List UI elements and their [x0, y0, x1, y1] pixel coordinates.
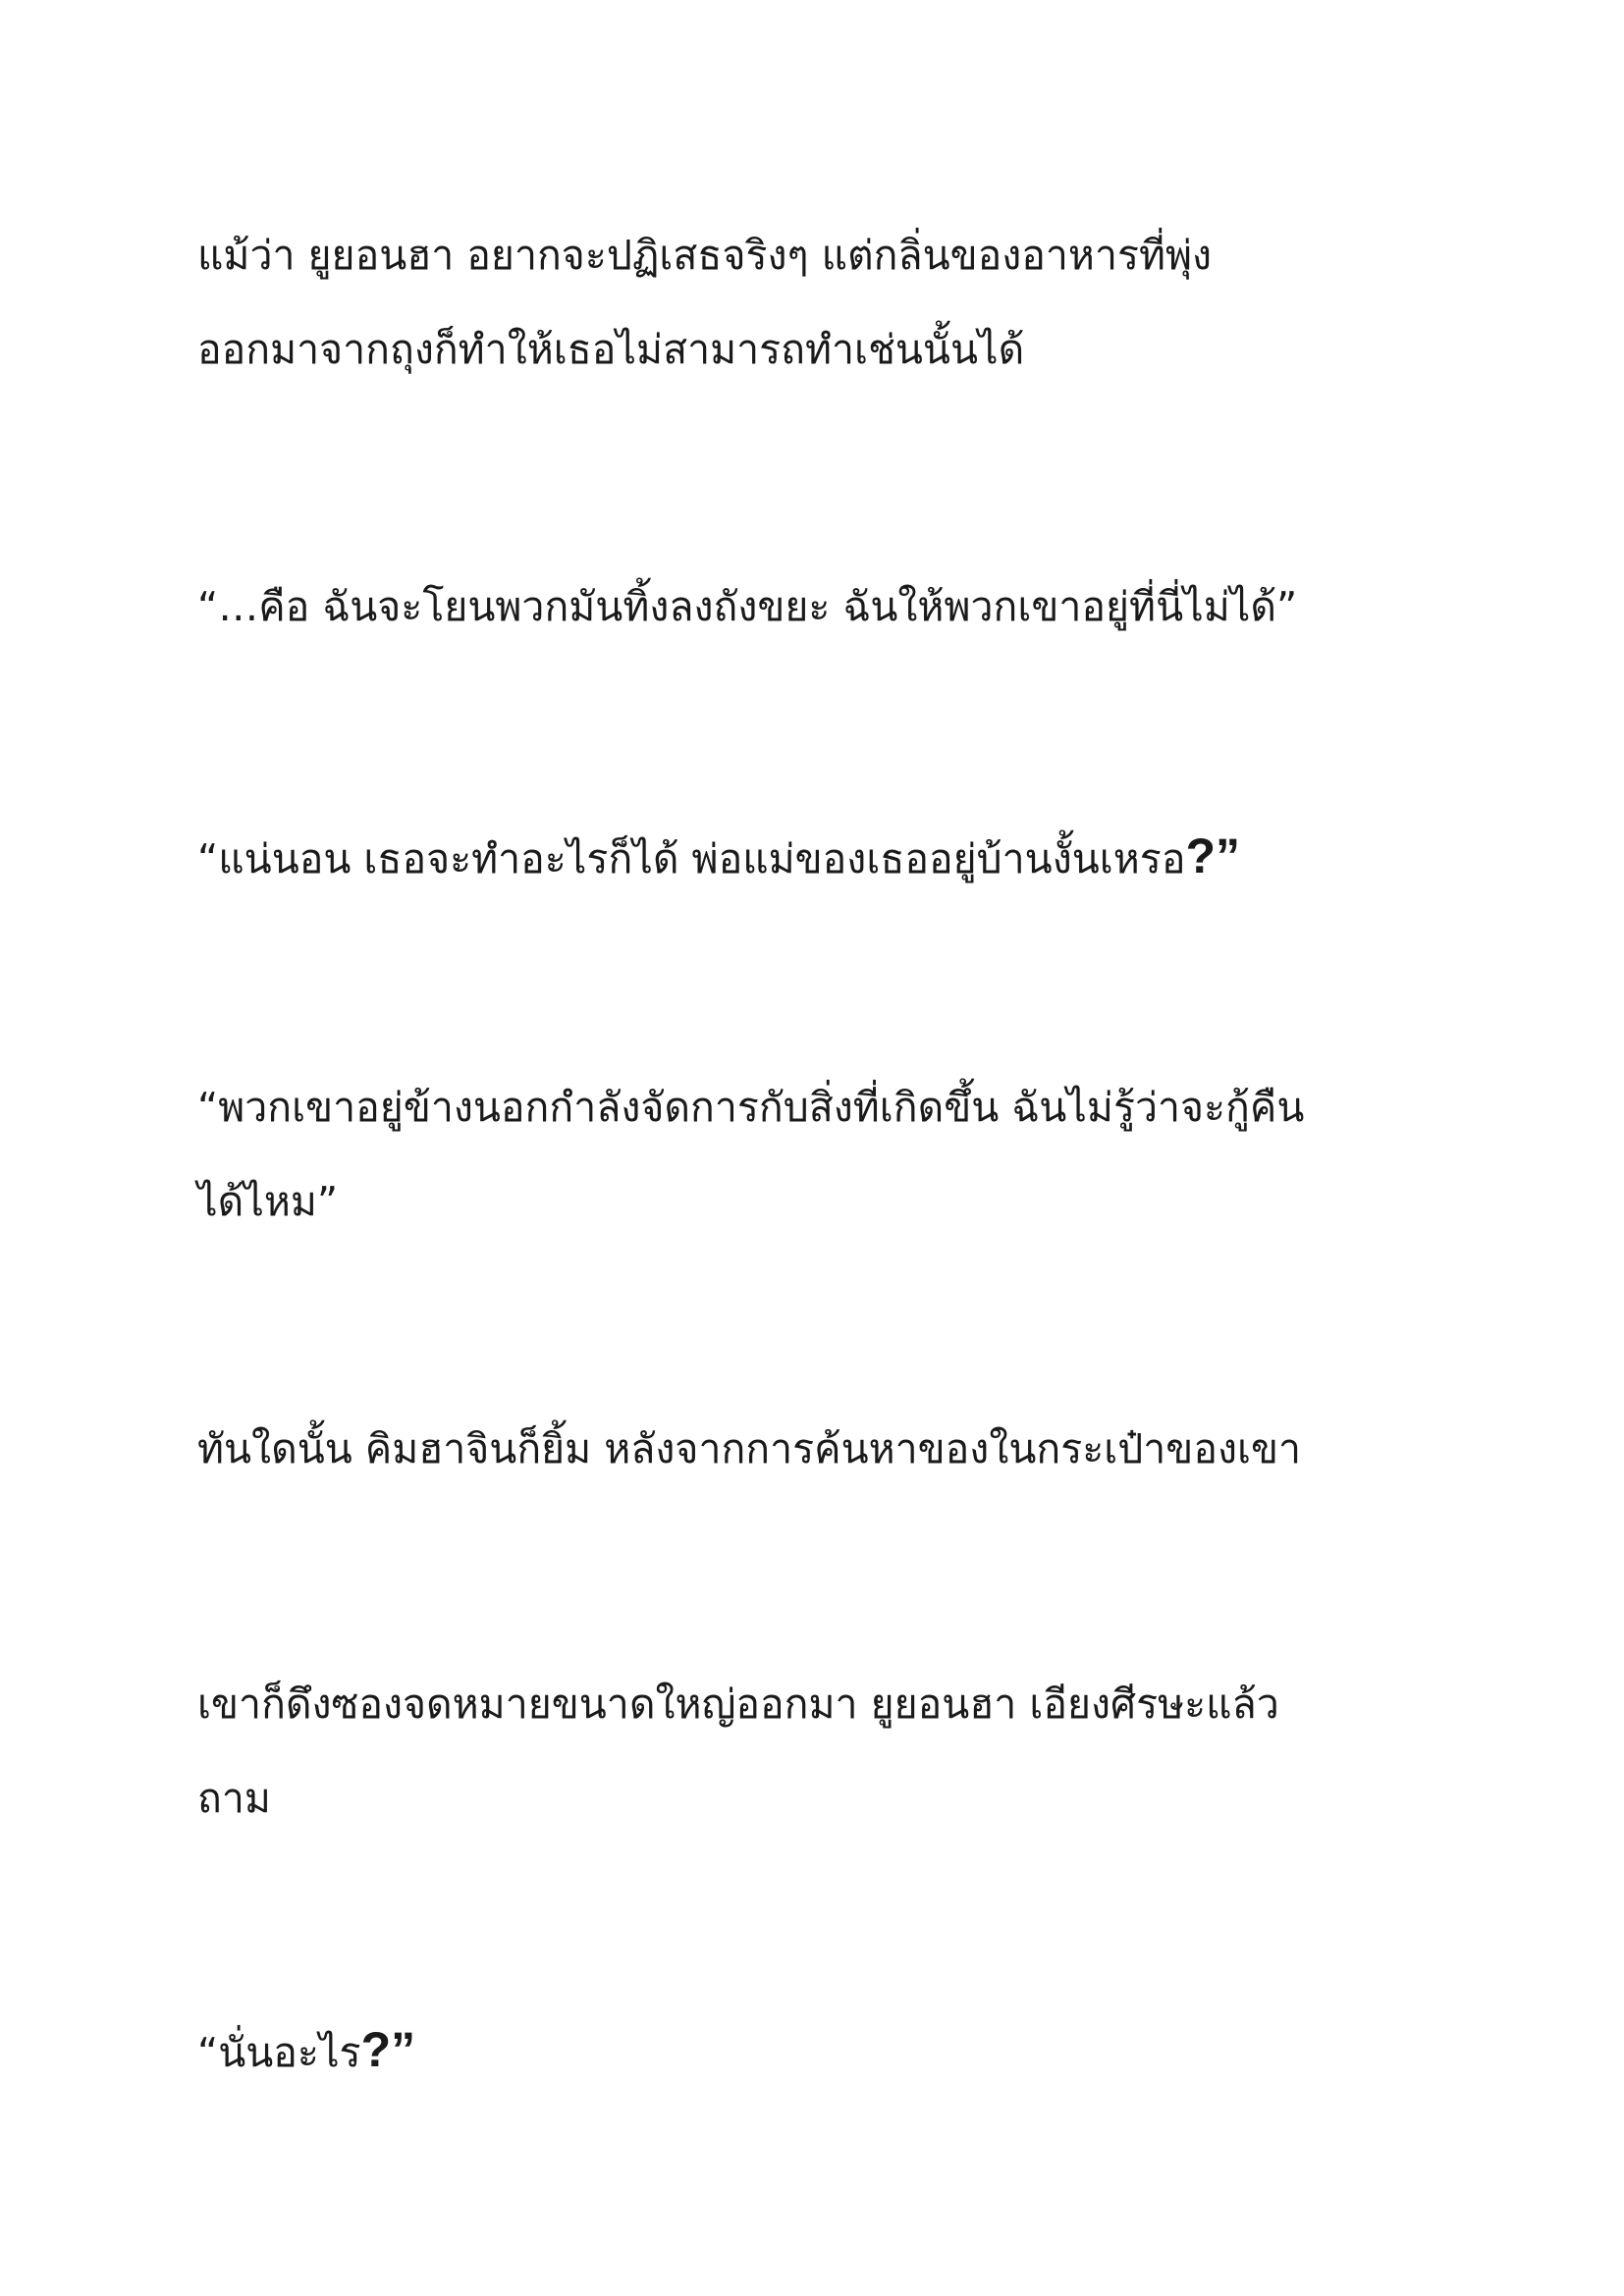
paragraph-2 [197, 560, 1464, 654]
paragraph-3-text: “แน่นอน เธอจะทำอะไรก็ได้ พ่อแม่ของเธออยู่บ้านงั้นเหรอ [197, 835, 1186, 882]
paragraph-6-text: เขาก็ดึงซองจดหมายขนาดใหญ่ออกมา ยูยอนฮา เอียงศีรษะแล้ว ถาม [197, 1681, 1279, 1822]
paragraph-7-text: “นั่นอะไร [197, 2029, 361, 2076]
paragraph-7-closing-mark: ?” [360, 2022, 416, 2077]
paragraph-6 [197, 1657, 1464, 1845]
paragraph-3-closing-mark: ?” [1185, 828, 1240, 883]
paragraph-1 [197, 208, 1464, 397]
paragraph-2-text: “…คือ ฉันจะโยนพวกมันทิ้งลงถังขยะ ฉันให้พวกเขาอยู่ที่นี่ไม่ได้” [197, 583, 1298, 630]
paragraph-4 [197, 1060, 1464, 1249]
paragraph-7 [197, 2002, 1464, 2100]
paragraph-3 [197, 809, 1464, 906]
paragraph-5-text: ทันใดนั้น คิมฮาจินก็ยิ้ม หลังจากการค้นหาของในกระเป๋าของเขา [197, 1425, 1302, 1472]
paragraph-5 [197, 1402, 1464, 1496]
paragraph-1-text: แม้ว่า ยูยอนฮา อยากจะปฏิเสธจริงๆ แต่กลิ่นของอาหารที่พุ่ง ออกมาจากถุงก็ทำให้เธอไม่สามารถทำเช่นนั้นได้ [197, 232, 1213, 373]
paragraph-4-text: “พวกเขาอยู่ข้างนอกกำลังจัดการกับสิ่งที่เกิดขึ้น ฉันไม่รู้ว่าจะกู้คืน ได้ไหม” [197, 1084, 1305, 1225]
